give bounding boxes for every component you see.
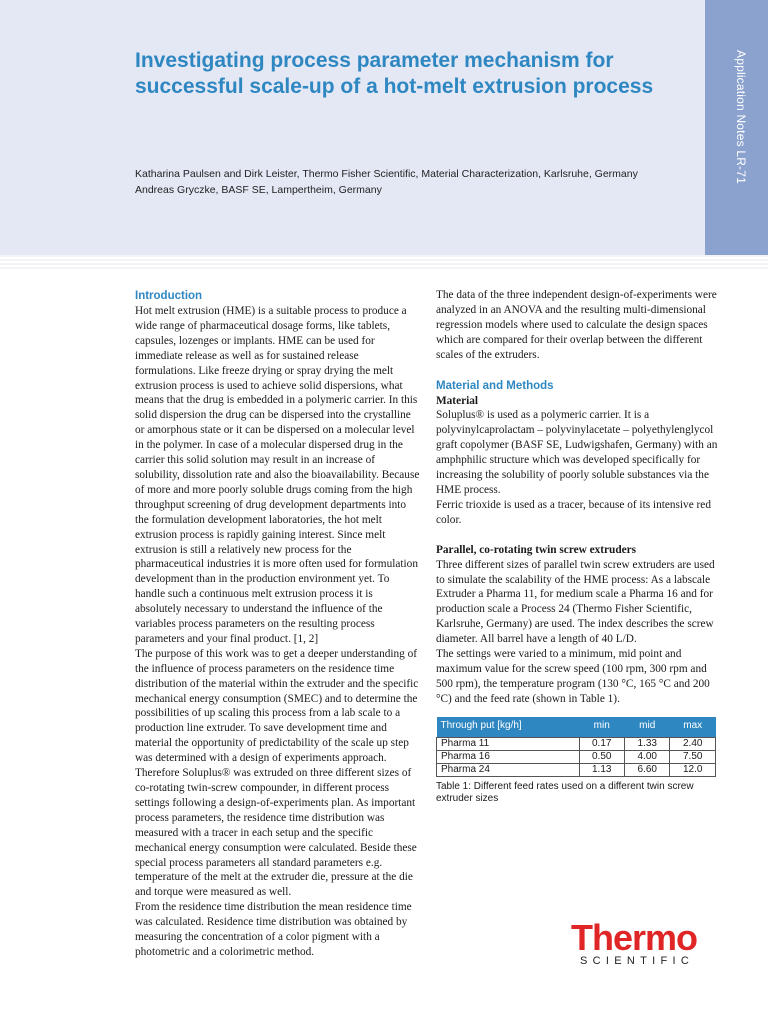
logo-wordmark: Thermo (571, 917, 698, 958)
material-subheading: Material (436, 394, 479, 407)
table-row (437, 763, 716, 776)
feed-rate-table (436, 717, 716, 777)
intro-paragraph-1: Hot melt extrusion (HME) is a suitable process to produce a wide range of pharmaceutical dosage forms, like tablets, capsules, lozenges or implants. HME can be used for immediate release as well as for sustained release formulations. Like freeze drying or spray drying the melt extrusion process is used to achieve solid dispersions, what means that the drug is embedded in a polymeric carrier. In this solid dispersion the drug can be dispersed into the crystalline or amorphous state or it can be dispersed on a molecular level in the polymer. In case of a molecular dispersed drug in the carrier this solid solution may result in an increase of solubility, dissolution rate and also the bioavailability. Because of more and more poorly soluble drugs coming from the high throughput screening of drug development departments into the formulation development laboratories, the hot melt extrusion process is rapidly gaining interest. Since melt extrusion is still a relatively new process for the pharmaceutical industries it is more often used for formulation development than in the production environment yet. To handle such a continuous melt extrusion process it is absolutely necessary to understand the influence of the variables process parameters on the resulting process parameters and your final product. [1, 2] (135, 305, 420, 645)
spacer (436, 528, 720, 543)
table-cell: 6.60 (624, 763, 669, 776)
intro-paragraph-3: From the residence time distribution the mean residence time was calculated. Residence time distribution was obtained by measuring the concentration of a color pigment with a photometric and a colorimetric method. (135, 901, 412, 958)
extruders-paragraph-2: The settings were varied to a minimum, mid point and maximum value for the screw speed (100 rpm, 300 rpm and 500 rpm), the temperature program (130 °C, 165 °C and 200 °C) and the feed rate (shown in Table 1). (436, 648, 710, 705)
methods-heading: Material and Methods (436, 379, 554, 392)
left-column (135, 288, 421, 960)
table-cell: 4.00 (624, 750, 669, 763)
table-header: mid (624, 717, 669, 738)
analysis-paragraph: The data of the three independent design-of-experiments were analyzed in an ANOVA and the resulting multi-dimensional regression models where used to calculate the design spaces which are compared for their overlap between the different scales of the extruders. (436, 289, 717, 361)
thermo-scientific-logo (571, 918, 716, 967)
table-row (437, 750, 716, 763)
table-cell: 2.40 (670, 737, 716, 750)
material-paragraph-2: Ferric trioxide is used as a tracer, because of its intensive red color. (436, 498, 711, 526)
intro-paragraph-2: The purpose of this work was to get a deeper understanding of the influence of process parameters on the residence time distribution of the material within the extruder and the specific mechanical energy consumption (SMEC) and to determine the possibilities of up scaling this process from a lab scale to a production line extruder. To save development time and material the opportunity of predictability of the scale up step was determined with a design of experiments approach. Therefore Soluplus® was extruded on three different sizes of co-rotating twin-screw compounder, in different process settings following a design-of-experiments plan. As important process parameters, the residence time distribution was measured with a tracer in each setup and the specific mechanical energy consumption were calculated. Beside these special process parameters all standard parameters e.g. temperature of the melt at the extruder die, pressure at the die and torque were measured as well. (135, 647, 419, 899)
table-cell: Pharma 11 (437, 737, 580, 750)
table-cell: 1.13 (579, 763, 624, 776)
table-cell: 7.50 (670, 750, 716, 763)
intro-heading: Introduction (135, 290, 203, 302)
table-header: min (579, 717, 624, 738)
extruders-paragraph-1: Three different sizes of parallel twin screw extruders are used to simulate the scalability of the HME process: As a labscale Extruder a Pharma 11, for medium scale a Pharma 16 and for production scale a Process 24 (Thermo Fisher Scientific, Karlsruhe, Germany) are used. The index describes the screw diameter. All barrel have a length of 40 L/D. (436, 558, 715, 646)
table-cell: 1.33 (624, 737, 669, 750)
table-caption: Table 1: Different feed rates used on a different twin screw extruder sizes (436, 780, 694, 804)
header-band (0, 0, 705, 255)
table-row (437, 737, 716, 750)
logo-subtitle: SCIENTIFIC (580, 955, 695, 967)
page-title: Investigating process parameter mechanism for successful scale-up of a hot-melt extrusion process (135, 49, 654, 98)
table-cell: 0.50 (579, 750, 624, 763)
spacer (436, 363, 720, 378)
table-cell: Pharma 24 (437, 763, 580, 776)
table-header: max (670, 717, 716, 738)
extruders-subheading: Parallel, co-rotating twin screw extruders (436, 543, 637, 556)
table-header-row (437, 717, 716, 738)
authors-line-1: Katharina Paulsen and Dirk Leister, Thermo Fisher Scientific, Material Characterization, Karlsruhe, Germany (135, 168, 638, 180)
table-cell: Pharma 16 (437, 750, 580, 763)
material-paragraph-1: Soluplus® is used as a polymeric carrier. It is a polyvinylcaprolactam – polyvinylacetate – polyethylenglycol graft copolymer (BASF SE, Ludwigshafen, Germany) with an amphphilic structure which was developed specifically for increasing the solubility of poorly soluble substances via the HME process. (436, 409, 718, 496)
side-label: Application Notes LR-71 (734, 50, 748, 185)
header-divider (0, 255, 768, 269)
authors-line-2: Andreas Gryczke, BASF SE, Lampertheim, Germany (135, 184, 382, 196)
right-column (436, 288, 720, 805)
table-header: Through put [kg/h] (437, 717, 580, 738)
table-cell: 12.0 (670, 763, 716, 776)
table-cell: 0.17 (579, 737, 624, 750)
authors (135, 166, 695, 198)
